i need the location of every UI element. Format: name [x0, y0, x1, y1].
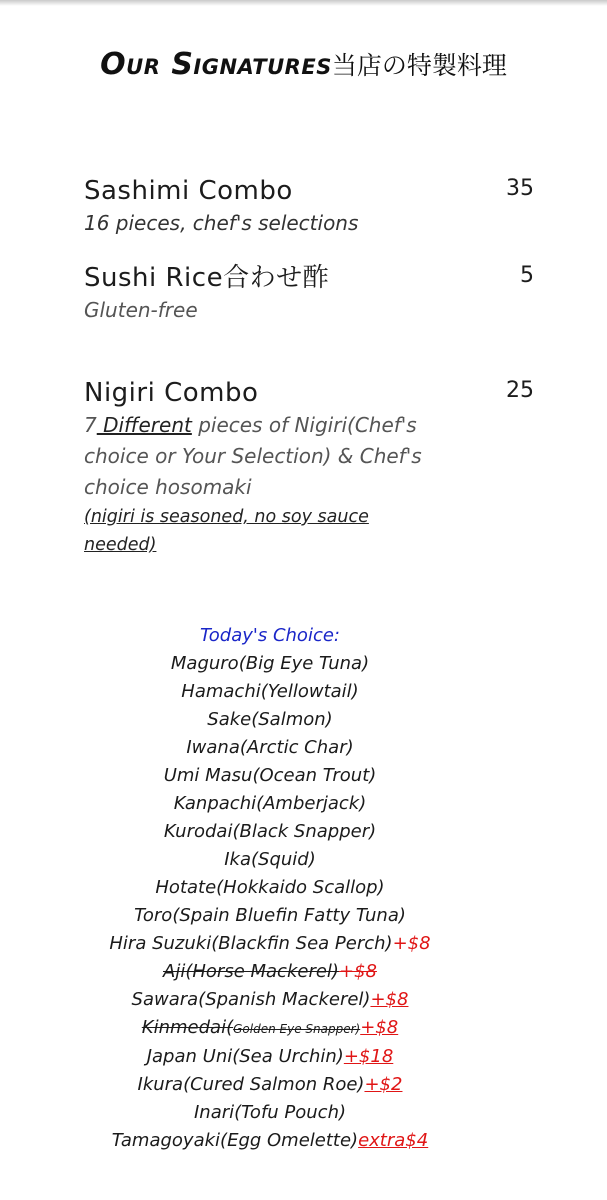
choice-name: Toro(Spain Bluefin Fatty Tuna)	[134, 905, 406, 926]
desc-different-link[interactable]: Different	[96, 413, 192, 437]
todays-choice-heading: Today's Choice:	[200, 625, 340, 646]
choice-name: Umi Masu(Ocean Trout)	[163, 765, 377, 786]
page-title	[60, 42, 547, 89]
choice-name: Inari(Tofu Pouch)	[193, 1102, 347, 1123]
choice-name: Japan Uni(Sea Urchin)	[146, 1046, 344, 1067]
choice-item	[40, 762, 500, 790]
choice-extra-price: +$8	[338, 961, 377, 982]
item-name: Sashimi Combo	[84, 176, 293, 206]
item-description: 16 pieces, chef's selections	[84, 211, 359, 235]
choice-rows	[40, 650, 500, 1155]
choice-item	[40, 846, 500, 874]
choice-name: Sake(Salmon)	[207, 709, 333, 730]
choice-name: Hira Suzuki(Blackfin Sea Perch)	[109, 933, 393, 954]
item-name: Nigiri Combo	[84, 378, 259, 408]
menu-item-sushi-rice	[84, 261, 534, 326]
item-note: (nigiri is seasoned, no soy sauce needed)	[84, 507, 369, 555]
choice-extra-price: +$8	[360, 1017, 399, 1038]
item-price: 5	[520, 263, 534, 288]
choice-item	[40, 678, 500, 706]
choice-name: Kanpachi(Amberjack)	[173, 793, 367, 814]
page-title-english: Our Signatures	[100, 47, 332, 82]
choice-item	[40, 650, 500, 678]
choice-item	[40, 706, 500, 734]
choice-item	[40, 874, 500, 902]
choice-item	[40, 958, 500, 986]
choice-extra-price: +$18	[343, 1046, 394, 1067]
choice-name: Maguro(Big Eye Tuna)	[170, 653, 370, 674]
choice-item	[40, 790, 500, 818]
item-description: Gluten-free	[84, 298, 198, 322]
desc-prefix: 7	[84, 413, 97, 437]
choice-name: Hamachi(Yellowtail)	[181, 681, 359, 702]
choice-name: Iwana(Arctic Char)	[186, 737, 354, 758]
choice-extra-price: extra$4	[358, 1130, 429, 1151]
choice-name: Tamagoyaki(Egg Omelette)	[111, 1130, 359, 1151]
choice-item	[40, 1014, 500, 1043]
choice-name: Hotate(Hokkaido Scallop)	[155, 877, 385, 898]
choice-name-small: Golden Eye Snapper)	[233, 1022, 361, 1036]
item-price: 25	[506, 378, 534, 403]
choice-extra-price: +$2	[364, 1074, 403, 1095]
menu-item-nigiri-combo	[84, 376, 534, 559]
todays-choice-list	[40, 622, 500, 1155]
top-shadow	[0, 0, 607, 6]
desc-rest: pieces of Nigiri(Chef's choice or Your Selection) & Chef's choice hosomaki	[84, 413, 422, 499]
item-description	[84, 410, 444, 503]
menu-item-sashimi-combo	[84, 174, 534, 239]
choice-item	[40, 1127, 500, 1155]
choice-name: Sawara(Spanish Mackerel)	[131, 989, 371, 1010]
choice-extra-price: +$8	[370, 989, 409, 1010]
choice-item	[40, 902, 500, 930]
choice-name: Ikura(Cured Salmon Roe)	[137, 1074, 365, 1095]
choice-name: Aji(Horse Mackerel)	[163, 961, 339, 982]
choice-name: Kurodai(Black Snapper)	[163, 821, 377, 842]
choice-name: Kinmedai(	[141, 1017, 234, 1038]
choice-item	[40, 930, 500, 958]
choice-item	[40, 818, 500, 846]
choice-item	[40, 734, 500, 762]
choice-item	[40, 1099, 500, 1127]
item-price: 35	[506, 176, 534, 201]
choice-item	[40, 1071, 500, 1099]
item-name: Sushi Rice合わせ酢	[84, 263, 330, 293]
choice-name: Ika(Squid)	[224, 849, 316, 870]
choice-item	[40, 1043, 500, 1071]
choice-extra-price: +$8	[392, 933, 431, 954]
choice-item	[40, 986, 500, 1014]
page-title-japanese: 当店の特製料理	[331, 51, 507, 80]
